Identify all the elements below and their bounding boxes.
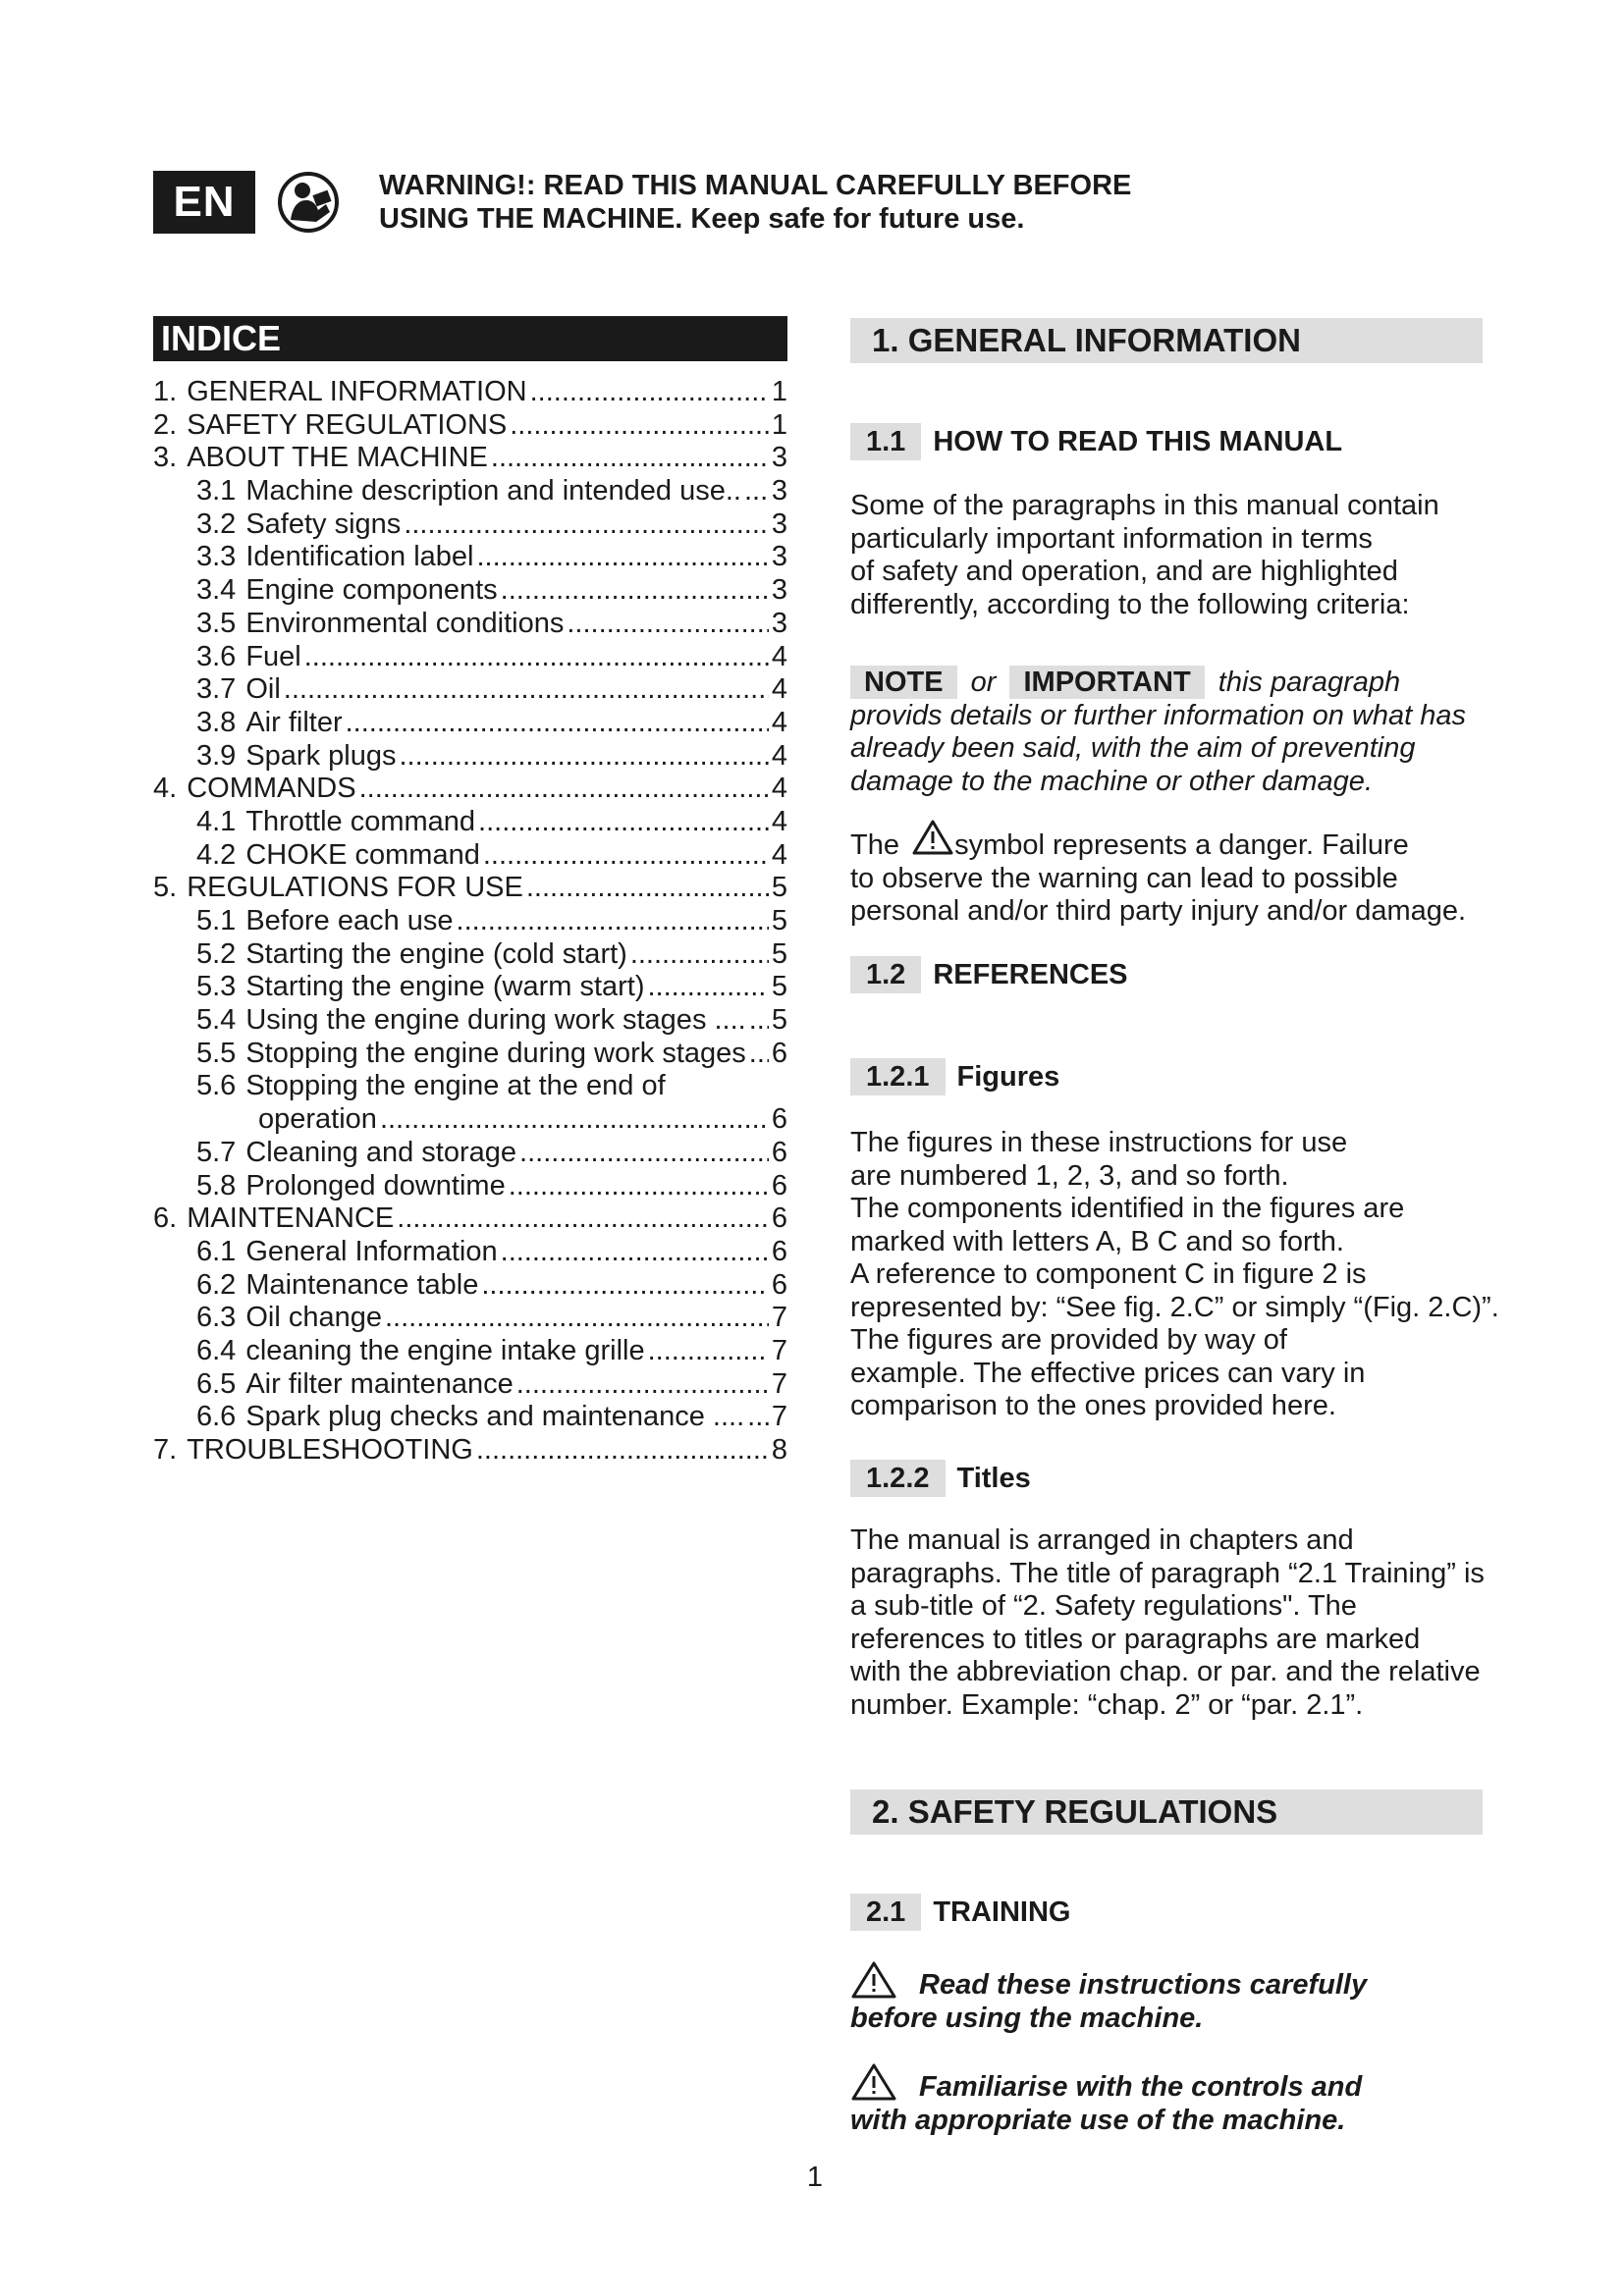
toc-item <box>153 574 787 608</box>
section-1-2-1-line: are numbered 1, 2, 3, and so forth. <box>850 1159 1289 1192</box>
section-1-2-1-line: represented by: “See fig. 2.C” or simply “(Fig. 2.C)”. <box>850 1291 1499 1323</box>
toc-item <box>153 1302 787 1335</box>
toc-item-label: Stopping the engine at the end of <box>245 1070 666 1102</box>
toc-leader-dots <box>304 641 769 674</box>
toc-item-number: 3. <box>153 442 178 474</box>
toc-item <box>153 673 787 707</box>
toc-item <box>153 1236 787 1269</box>
section-1-2-2-line: references to titles or paragraphs are marked <box>850 1623 1421 1655</box>
toc-item-number: 4.2 <box>196 838 237 871</box>
note-line: provids details or further information on what has <box>850 699 1467 731</box>
toc-leader-dots <box>399 740 768 774</box>
section-1-2-2-heading <box>850 1460 1031 1497</box>
toc-leader-dots <box>510 409 769 443</box>
toc-item-number: 6. <box>153 1202 178 1235</box>
section-title: REFERENCES <box>933 958 1128 990</box>
toc-item <box>153 409 787 443</box>
toc-item-number: 5.8 <box>196 1169 237 1201</box>
toc-item <box>153 1269 787 1303</box>
section-1-1-paragraph <box>850 490 1498 621</box>
warning-item-1 <box>850 1960 1459 2035</box>
section-2-title: 2. SAFETY REGULATIONS <box>850 1789 1483 1835</box>
toc-leader-dots <box>491 442 769 475</box>
toc-leader-dots <box>397 1202 769 1236</box>
section-1-2-1-line: example. The effective prices can vary in <box>850 1357 1366 1389</box>
toc-item-label: Spark plugs <box>245 739 397 772</box>
toc-item-label: Maintenance table <box>245 1268 479 1301</box>
toc-item-page: 5 <box>771 872 787 904</box>
toc-item-page: 3 <box>771 541 787 573</box>
toc-leader-dots <box>567 608 769 641</box>
toc-item-label: Safety signs <box>245 507 402 540</box>
toc-item-label: CHOKE command <box>245 838 480 871</box>
section-1-1-heading <box>850 423 1342 460</box>
symbol-pre: The <box>850 829 899 861</box>
toc-item-page: 5 <box>771 905 787 936</box>
section-number: 2.1 <box>850 1894 921 1931</box>
toc-item-number: 7. <box>153 1434 178 1466</box>
section-title: Titles <box>956 1462 1031 1494</box>
toc-item-number: 5.7 <box>196 1136 237 1168</box>
toc-item <box>153 971 787 1004</box>
table-of-contents <box>153 376 787 1468</box>
toc-item-number: 3.1 <box>196 475 237 507</box>
note-line: already been said, with the aim of preventing <box>850 732 1416 764</box>
section-1-1-line: differently, according to the following criteria: <box>850 588 1410 620</box>
toc-item-page: 1 <box>771 376 787 407</box>
toc-item-label: COMMANDS <box>187 773 356 805</box>
toc-item <box>153 938 787 972</box>
toc-item-page: 6 <box>771 1103 787 1136</box>
toc-item <box>153 442 787 475</box>
toc-item-page: 4 <box>771 739 787 772</box>
toc-item <box>153 740 787 774</box>
section-1-1-line: of safety and operation, and are highlighted <box>850 556 1398 587</box>
toc-item-label: Machine description and intended use.. <box>245 475 741 507</box>
toc-item-label: Oil change <box>245 1302 382 1334</box>
toc-item-label: Starting the engine (warm start) <box>245 971 645 1003</box>
warning-line-1: WARNING!: READ THIS MANUAL CAREFULLY BEFORE <box>379 170 1132 201</box>
toc-item <box>153 508 787 542</box>
toc-item <box>153 1070 787 1103</box>
toc-leader-dots <box>346 707 769 740</box>
toc-item-label: Cleaning and storage <box>245 1136 517 1168</box>
toc-item-number: 3.3 <box>196 541 237 573</box>
note-tag: NOTE <box>850 666 957 699</box>
toc-item-page: 6 <box>771 1169 787 1201</box>
toc-item-page: 3 <box>771 507 787 540</box>
toc-item-label: GENERAL INFORMATION <box>187 376 527 407</box>
section-number: 1.1 <box>850 423 921 460</box>
toc-item <box>153 475 787 508</box>
toc-item-page: 4 <box>771 805 787 837</box>
toc-item-number: 3.5 <box>196 607 237 639</box>
toc-item-number: 3.8 <box>196 706 237 738</box>
toc-item-number: 4. <box>153 773 178 805</box>
toc-item-page: 3 <box>771 475 787 507</box>
symbol-line: to observe the warning can lead to possible <box>850 862 1398 894</box>
toc-item-label: SAFETY REGULATIONS <box>187 408 508 441</box>
toc-item-page: 5 <box>771 971 787 1003</box>
toc-leader-dots <box>284 673 769 707</box>
toc-item <box>153 376 787 409</box>
toc-item-number: 3.6 <box>196 640 237 672</box>
toc-item-label: Spark plug checks and maintenance .... <box>245 1401 745 1433</box>
toc-item-number: 5.3 <box>196 971 237 1003</box>
page-number: 1 <box>806 2162 824 2193</box>
toc-leader-dots <box>749 1038 769 1071</box>
toc-leader-dots <box>476 541 768 574</box>
toc-item-page: 6 <box>771 1202 787 1235</box>
toc-item-page: 4 <box>771 773 787 805</box>
toc-leader-dots <box>509 1170 769 1203</box>
toc-item-label: REGULATIONS FOR USE <box>187 872 523 904</box>
section-1-2-2-line: number. Example: “chap. 2” or “par. 2.1”. <box>850 1688 1364 1721</box>
warning-line-2: USING THE MACHINE. Keep safe for future use. <box>379 203 1025 235</box>
toc-leader-dots <box>526 872 769 905</box>
symbol-paragraph <box>850 819 1498 929</box>
section-1-2-1-line: comparison to the ones provided here. <box>850 1390 1336 1421</box>
toc-item <box>153 641 787 674</box>
section-1-2-2-line: a sub-title of “2. Safety regulations". The <box>850 1590 1357 1622</box>
toc-item <box>153 1170 787 1203</box>
toc-item-page: 7 <box>771 1367 787 1400</box>
toc-item <box>153 707 787 740</box>
section-title: HOW TO READ THIS MANUAL <box>933 425 1343 457</box>
toc-item-label: MAINTENANCE <box>187 1202 395 1235</box>
section-1-1-line: particularly important information in terms <box>850 522 1373 555</box>
important-tag: IMPORTANT <box>1009 666 1204 699</box>
toc-item-page: 3 <box>771 607 787 639</box>
section-1-2-1-paragraph <box>850 1127 1538 1423</box>
toc-item <box>153 773 787 806</box>
section-1-2-1-line: marked with letters A, B C and so forth. <box>850 1225 1344 1257</box>
toc-item-label: Throttle command <box>245 805 476 837</box>
toc-leader-dots <box>476 1434 769 1468</box>
toc-item-page: 1 <box>771 408 787 441</box>
toc-item-label: Before each use <box>245 905 454 936</box>
toc-item-number: 5.2 <box>196 937 237 970</box>
note-line: damage to the machine or other damage. <box>850 765 1373 797</box>
toc-item-number: 2. <box>153 408 178 441</box>
toc-leader-dots <box>483 839 769 873</box>
section-1-2-1-heading <box>850 1058 1059 1095</box>
warning-2-line-1: Familiarise with the controls and <box>919 2071 1363 2103</box>
toc-leader-dots <box>648 1335 769 1368</box>
toc-item-page: 7 <box>771 1334 787 1366</box>
symbol-post: symbol represents a danger. Failure <box>954 829 1409 861</box>
toc-item-label: TROUBLESHOOTING <box>187 1434 473 1466</box>
toc-item-label: Oil <box>245 673 281 706</box>
section-1-2-1-line: The figures are provided by way of <box>850 1324 1287 1356</box>
toc-item-number: 5.5 <box>196 1037 237 1069</box>
section-1-2-heading <box>850 956 1128 993</box>
toc-item-page: 3 <box>771 442 787 474</box>
toc-item <box>153 839 787 873</box>
toc-item-number: 6.2 <box>196 1268 237 1301</box>
warning-header <box>379 169 1263 236</box>
toc-leader-dots <box>385 1302 769 1335</box>
warning-1-line-1: Read these instructions carefully <box>919 1969 1368 2001</box>
toc-item-page: 4 <box>771 838 787 871</box>
toc-item-number: 5.6 <box>196 1070 237 1102</box>
toc-item-label: Identification label <box>245 541 474 573</box>
toc-item <box>153 905 787 938</box>
toc-item <box>153 1368 787 1402</box>
toc-item-number: 3.7 <box>196 673 237 706</box>
toc-item <box>153 541 787 574</box>
toc-item <box>153 1038 787 1071</box>
toc-item <box>153 1434 787 1468</box>
section-2-1-heading <box>850 1894 1071 1931</box>
toc-leader-dots <box>516 1368 769 1402</box>
reader-manual-icon <box>277 171 340 234</box>
symbol-line: personal and/or third party injury and/or damage. <box>850 895 1467 927</box>
section-1-2-2-paragraph <box>850 1524 1538 1722</box>
section-1-2-1-line: A reference to component C in figure 2 is <box>850 1258 1367 1290</box>
toc-leader-dots <box>501 574 769 608</box>
toc-item <box>153 1137 787 1170</box>
toc-item-number: 5. <box>153 872 178 904</box>
toc-item-label: operation <box>258 1103 377 1136</box>
section-1-title: 1. GENERAL INFORMATION <box>850 318 1483 363</box>
note-line-1-rest: this paragraph <box>1218 667 1401 698</box>
section-1-2-1-line: The figures in these instructions for use <box>850 1127 1348 1158</box>
toc-item-page: 6 <box>771 1136 787 1168</box>
warning-2-line-2: with appropriate use of the machine. <box>850 2105 1346 2136</box>
toc-item-number: 6.5 <box>196 1367 237 1400</box>
toc-item-number: 6.6 <box>196 1401 237 1433</box>
toc-item-label: cleaning the engine intake grille <box>245 1334 645 1366</box>
toc-item-number: 3.9 <box>196 739 237 772</box>
language-badge: EN <box>153 171 255 234</box>
warning-1-line-2: before using the machine. <box>850 2002 1204 2034</box>
toc-item <box>153 1202 787 1236</box>
toc-item <box>153 608 787 641</box>
toc-item-page: 6 <box>771 1235 787 1267</box>
toc-item-label: Prolonged downtime <box>245 1169 506 1201</box>
toc-item-page: 7 <box>771 1401 787 1433</box>
toc-leader-dots <box>457 905 769 938</box>
toc-leader-dots <box>404 508 769 542</box>
toc-leader-dots <box>530 376 769 409</box>
toc-item-label: Environmental conditions <box>245 607 565 639</box>
toc-item-number: 3.4 <box>196 574 237 607</box>
warning-item-2 <box>850 2062 1459 2137</box>
danger-triangle-icon <box>911 819 954 856</box>
toc-item-number: 3.2 <box>196 507 237 540</box>
toc-item-page: 5 <box>771 937 787 970</box>
toc-item-label: Stopping the engine during work stages <box>245 1037 746 1069</box>
toc-item-number: 5.4 <box>196 1004 237 1037</box>
section-1-2-2-line: The manual is arranged in chapters and <box>850 1524 1354 1556</box>
toc-item <box>153 872 787 905</box>
toc-item-page: 8 <box>771 1434 787 1466</box>
toc-item-page: 4 <box>771 673 787 706</box>
section-title: Figures <box>956 1060 1060 1093</box>
toc-item-label: ABOUT THE MACHINE <box>187 442 488 474</box>
toc-leader-dots <box>481 1269 769 1303</box>
toc-item-label: Engine components <box>245 574 498 607</box>
warning-triangle-icon <box>850 1960 897 2000</box>
toc-item <box>153 1103 787 1137</box>
toc-leader-dots <box>747 1401 769 1434</box>
toc-item <box>153 1004 787 1038</box>
section-number: 1.2.2 <box>850 1460 946 1497</box>
toc-item-label: Starting the engine (cold start) <box>245 937 627 970</box>
toc-item-page: 3 <box>771 574 787 607</box>
toc-item-number: 6.1 <box>196 1235 237 1267</box>
toc-leader-dots <box>501 1236 769 1269</box>
section-number: 1.2.1 <box>850 1058 946 1095</box>
or-word: or <box>970 667 997 698</box>
toc-item-page: 6 <box>771 1037 787 1069</box>
toc-item <box>153 1335 787 1368</box>
toc-item <box>153 806 787 839</box>
toc-leader-dots <box>359 773 769 806</box>
toc-leader-dots <box>648 971 769 1004</box>
toc-leader-dots <box>519 1137 769 1170</box>
section-number: 1.2 <box>850 956 921 993</box>
toc-item-number: 4.1 <box>196 805 237 837</box>
toc-item-number: 5.1 <box>196 905 237 936</box>
section-1-1-line: Some of the paragraphs in this manual contain <box>850 490 1439 521</box>
toc-item-page: 4 <box>771 640 787 672</box>
toc-leader-dots <box>478 806 769 839</box>
section-1-2-1-line: The components identified in the figures are <box>850 1193 1405 1224</box>
section-1-2-2-line: with the abbreviation chap. or par. and the relative <box>850 1656 1481 1687</box>
toc-item-label: Air filter <box>245 706 343 738</box>
section-title: TRAINING <box>933 1896 1071 1928</box>
warning-triangle-icon <box>850 2062 897 2102</box>
note-paragraph <box>850 666 1498 798</box>
toc-item-number: 1. <box>153 376 178 407</box>
toc-item-page: 4 <box>771 706 787 738</box>
toc-item-label: Air filter maintenance <box>245 1367 514 1400</box>
section-1-2-2-line: paragraphs. The title of paragraph “2.1 Training” is <box>850 1557 1485 1589</box>
toc-leader-dots <box>630 938 769 972</box>
toc-item-label: General Information <box>245 1235 498 1267</box>
toc-item-page: 7 <box>771 1302 787 1334</box>
toc-item-label: Fuel <box>245 640 301 672</box>
toc-leader-dots <box>380 1103 769 1137</box>
toc-item-page: 6 <box>771 1268 787 1301</box>
index-title: INDICE <box>153 316 787 361</box>
toc-leader-dots <box>744 475 769 508</box>
toc-leader-dots <box>749 1004 769 1038</box>
toc-item-label: Using the engine during work stages .... <box>245 1004 746 1037</box>
toc-item-number: 6.3 <box>196 1302 237 1334</box>
toc-item-number: 6.4 <box>196 1334 237 1366</box>
toc-item-page: 5 <box>771 1004 787 1037</box>
toc-item <box>153 1401 787 1434</box>
